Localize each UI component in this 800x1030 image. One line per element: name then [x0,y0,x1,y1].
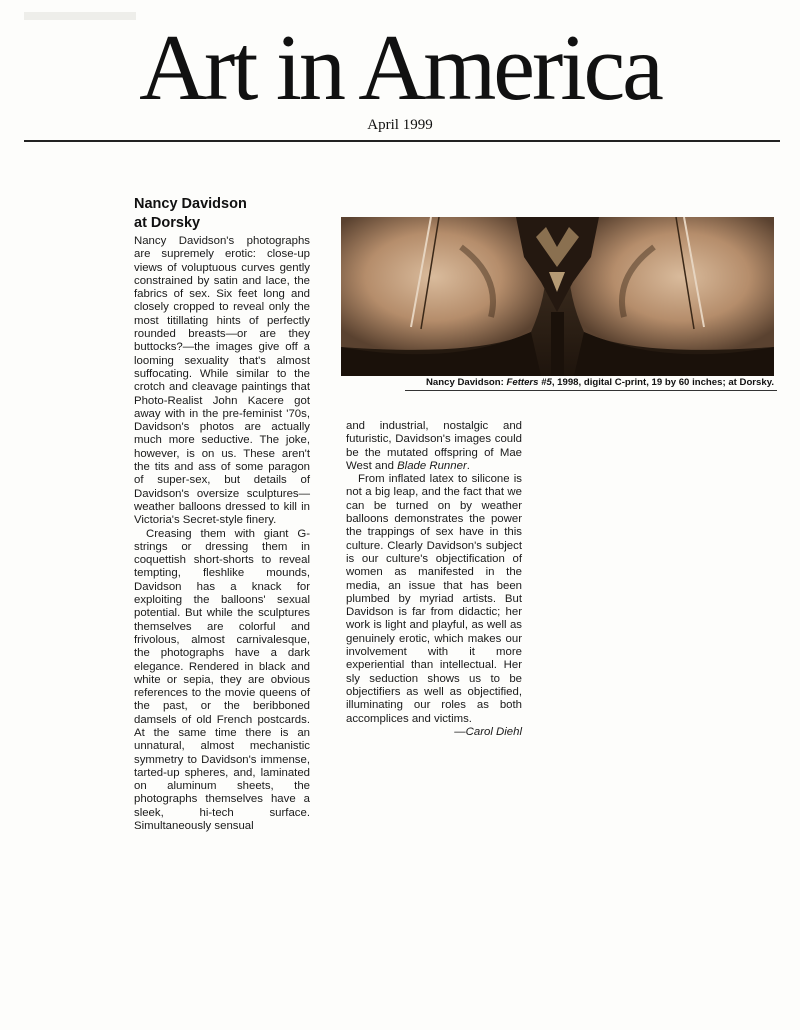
paragraph-2: Creasing them with giant G-strings or dressing them in coquettish short-shorts to reveal tempting, fleshlike mounds, Davidson has a knack for exploiting the balloons' sexual potential. But while the sculptures themselves are colorful and frivolous, almost carnivalesque, the photographs have a dark elegance. Rendered in black and white or sepia, they are obvious references to the movie queens of the past, or the beribboned damsels of old French postcards. At the same time there is an unnatural, almost mechanistic symmetry to Davidson's immense, tarted-up spheres, and, laminated on aluminum sheets, the photographs themselves have a sleek, hi-tech surface. Simultaneously sensual [134,527,310,833]
magazine-masthead: Art in America [139,16,661,120]
artwork-photo-image [341,217,774,376]
article-headline [134,195,314,233]
paragraph-4: From inflated latex to silicone is not a big leap, and the fact that we can be turned on by weather balloons demonstrates the power the trappings of sex have in this culture. Clearly Davidson's subject is our culture's objectification of women as manifested in the media, an issue that has been plumbed by myriad artists. But Davidson is far from didactic; her work is light and playful, as well as genuinely erotic, which makes our involvement with it more experiential than intellectual. Her sly seduction shows us to be objectifiers as well as objectified, illuminating our roles as both accomplices and victims. [346,473,522,725]
paragraph-3 [346,420,522,473]
masthead-rule [24,140,780,142]
paragraph-3-text: and industrial, nostalgic and futuristic, Davidson's images could be the mutated offspring of Mae West and [346,420,522,472]
paragraph-3-end: . [466,459,470,472]
article-column-1 [134,235,310,833]
article-column-2 [346,420,522,739]
artwork-photo [341,217,774,376]
caption-artist: Nancy Davidson: [426,377,507,388]
caption-rule [405,390,777,391]
issue-date: April 1999 [367,117,433,133]
film-title: Blade Runner [397,459,467,472]
headline-venue: at Dorsky [134,215,201,231]
paragraph-1: Nancy Davidson's photographs are supremely erotic: close-up views of voluptuous curves gently constrained by satin and lace, the fabrics of sex. Six feet long and closely cropped to reveal only the most titillating hints of perfectly rounded breasts—or are they buttocks?—the images give off a looming sexuality that's almost suffocating. While similar to the crotch and cleavage paintings that Photo-Realist John Kacere got away with in the pre-feminist '70s, Davidson's photos are actually much more seductive. The joke, however, is on us. These aren't the tits and ass of some paragon of super-sex, but details of Davidson's oversize sculptures—weather balloons dressed to kill in Victoria's Secret-style finery. [134,235,310,527]
photo-caption [341,377,774,388]
caption-details: , 1998, digital C-print, 19 by 60 inches; at Dorsky. [551,377,774,388]
headline-artist: Nancy Davidson [134,196,247,212]
byline: —Carol Diehl [454,725,522,738]
caption-title: Fetters #5 [506,377,552,388]
